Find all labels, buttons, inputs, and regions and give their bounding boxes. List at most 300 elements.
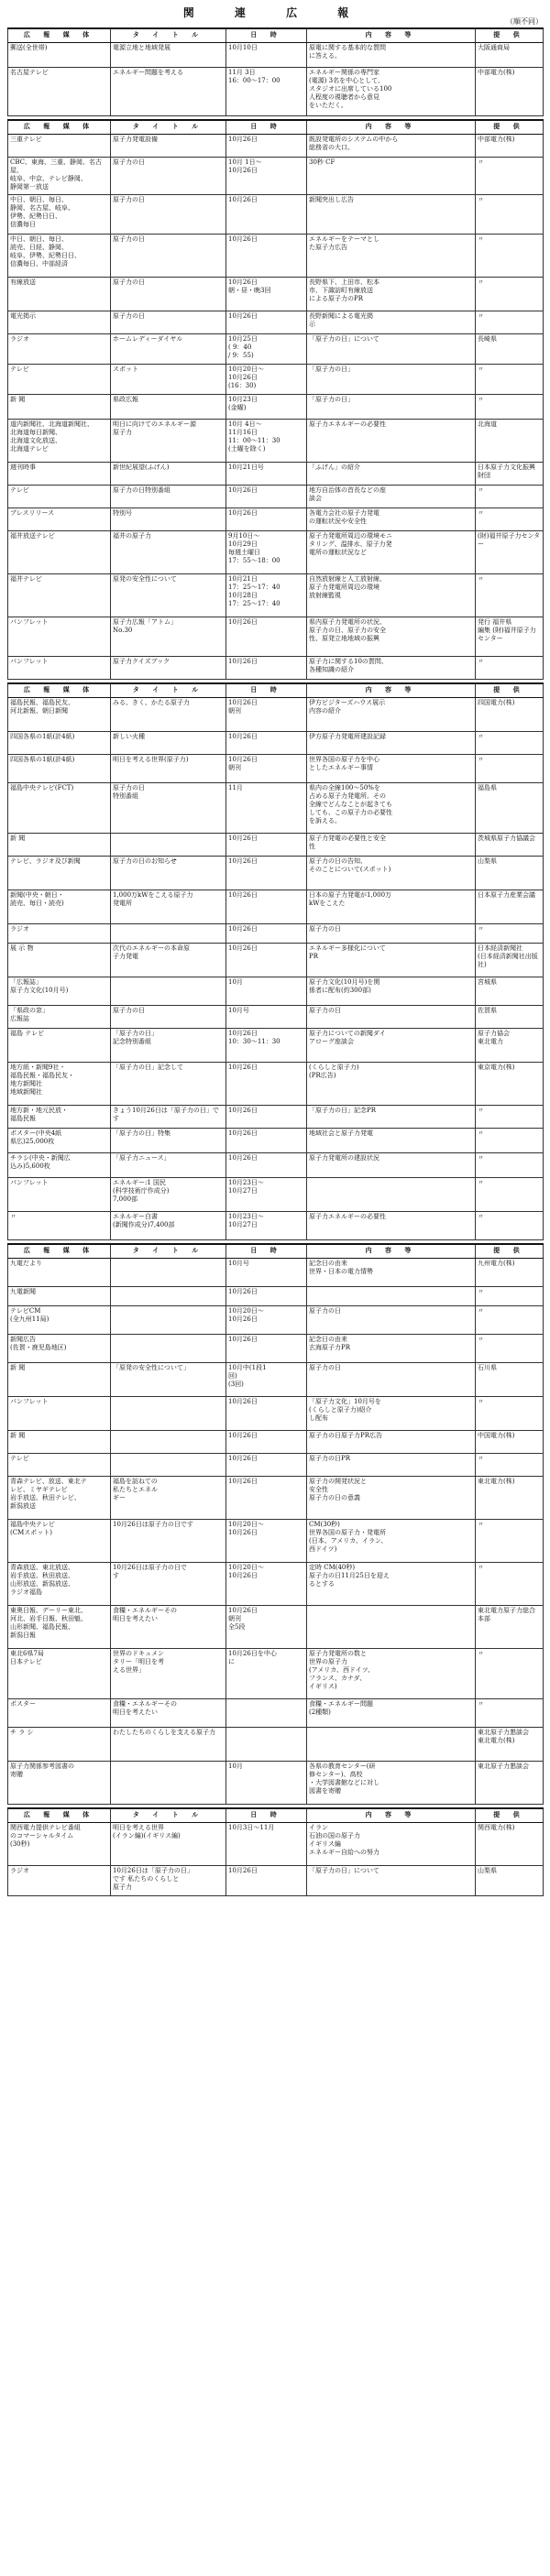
- cell-content: [307, 1606, 476, 1649]
- cell-title: [111, 924, 226, 944]
- table-row: [8, 1477, 544, 1520]
- table-row: [8, 463, 544, 486]
- cell-date: 10月26日を中心 に: [226, 1649, 307, 1699]
- cell-date: 10月26日: [226, 1477, 307, 1520]
- table-row: [8, 68, 544, 116]
- table-row: [8, 486, 544, 508]
- header-date: 日 時: [226, 683, 307, 698]
- cell-content: 定時 CM(40秒) 原子力の日11月25日を迎え るとする: [307, 1563, 476, 1606]
- header-title: タ イ ト ル: [111, 1244, 226, 1259]
- table-row: [8, 1129, 544, 1153]
- pr-table: [7, 27, 544, 1896]
- cell-content: 世界各国の原子力を中心 としたエネルギー事情: [307, 755, 476, 783]
- cell-content: 原子力発電所の数と 世界の原子力 (アメリカ、西ドイツ、 フランス、カナダ、 イギリス): [307, 1649, 476, 1699]
- cell-title: 福井の原子力: [111, 531, 226, 574]
- page-title: 関 連 広 報: [182, 6, 368, 19]
- table-row: [8, 531, 544, 574]
- cell-title: 原子力の日: [111, 278, 226, 311]
- cell-title: [111, 1259, 226, 1287]
- cell-title: 原子力の日 特別番組: [111, 783, 226, 834]
- cell-content: エネルギー多様化について PR: [307, 944, 476, 977]
- table-row: [8, 135, 544, 158]
- cell-title: [111, 834, 226, 857]
- cell-date: 10月26日: [226, 486, 307, 508]
- table-row: [8, 1606, 544, 1649]
- cell-title: 明日に向けてのエネルギー源 原子力: [111, 420, 226, 463]
- table-row: [8, 834, 544, 857]
- cell-provider: 山梨県: [476, 857, 544, 890]
- cell-date: 10月26日: [226, 924, 307, 944]
- table-row: [8, 508, 544, 531]
- table-row: [8, 1649, 544, 1699]
- cell-date: 10月26日: [226, 1431, 307, 1454]
- cell-date: 10月20日～ 10月26日: [226, 1520, 307, 1563]
- table-row: [8, 1728, 544, 1762]
- header-content: 内 容 等: [307, 120, 476, 135]
- table-row: [8, 1699, 544, 1728]
- cell-date: 10月26日: [226, 135, 307, 158]
- cell-date: 10月23日 (金曜): [226, 395, 307, 420]
- table-row: [8, 857, 544, 890]
- cell-date: 10月26日: [226, 1454, 307, 1477]
- cell-provider: 〃: [476, 1699, 544, 1728]
- header-provider: 提 供: [476, 1244, 544, 1259]
- cell-content: [307, 1728, 476, 1762]
- cell-media: 九電だより: [8, 1259, 111, 1287]
- cell-date: 10月 4日～ 11月16日 11：00～11：30 (土曜を除く): [226, 420, 307, 463]
- header-content: 内 容 等: [307, 1808, 476, 1823]
- cell-title: 10月26日は原子力の日です: [111, 1520, 226, 1563]
- cell-title: [111, 1397, 226, 1431]
- cell-media: 「広報誌」 原子力文化(10月号): [8, 977, 111, 1006]
- cell-provider: 東北電力(株): [476, 1477, 544, 1520]
- table-row: [8, 235, 544, 278]
- cell-title: ホームレディーダイヤル: [111, 334, 226, 365]
- cell-date: 9月10日～ 10月29日 毎週土曜日 17：55～18：00: [226, 531, 307, 574]
- cell-provider: 山梨県: [476, 1866, 544, 1896]
- cell-title: 原子力の日のお知らせ: [111, 857, 226, 890]
- pr-table-container: [7, 27, 543, 1896]
- header-media: 広 報 媒 体: [8, 120, 111, 135]
- cell-date: 10月26日: [226, 508, 307, 531]
- table-row: [8, 977, 544, 1006]
- cell-date: 10月26日: [226, 1129, 307, 1153]
- cell-provider: 〃: [476, 1212, 544, 1240]
- header-media: 広 報 媒 体: [8, 683, 111, 698]
- cell-media: 福井放送テレビ: [8, 531, 111, 574]
- cell-content: 地方自治体の首長などの座 談会: [307, 486, 476, 508]
- table-row: [8, 278, 544, 311]
- cell-provider: 大阪通商局: [476, 43, 544, 68]
- cell-provider: 〃: [476, 574, 544, 617]
- cell-media: 郵送(全世帯): [8, 43, 111, 68]
- cell-date: 10月23日～ 10月27日: [226, 1178, 307, 1212]
- cell-content: 「原子力文化」10月号を (くらしと原子力)紹介 し配布: [307, 1397, 476, 1431]
- table-row: [8, 924, 544, 944]
- cell-content: 原子力発電の必要性と安全 性: [307, 834, 476, 857]
- table-row: [8, 755, 544, 783]
- cell-provider: 原子力協会 東北電力: [476, 1029, 544, 1063]
- cell-content: (くらしと原子力) (PR広告): [307, 1063, 476, 1106]
- cell-media: テレビ: [8, 365, 111, 395]
- cell-provider: 〃: [476, 657, 544, 680]
- cell-content: 各県の教育センター(研 修センター)、高校 ・大学図書館などに対し 図書を寄贈: [307, 1762, 476, 1805]
- cell-media: 福井テレビ: [8, 574, 111, 617]
- cell-content: 「原子力の日」について: [307, 334, 476, 365]
- cell-content: [307, 1178, 476, 1212]
- cell-date: 10月26日: [226, 1106, 307, 1129]
- cell-date: 10月21日 17：25～17：40 10月28日 17：25～17：40: [226, 574, 307, 617]
- cell-content: CM(30秒) 世界各国の原子力・発電所 (日本、アメリカ、イラン、 西ドイツ): [307, 1520, 476, 1563]
- cell-content: 「原子力の日」について: [307, 1866, 476, 1896]
- cell-provider: 〃: [476, 395, 544, 420]
- cell-media: 地方新・地元民放・ 福島民報: [8, 1106, 111, 1129]
- cell-content: 食糧・エネルギー問題 (2種類): [307, 1699, 476, 1728]
- cell-media: 新聞(中央・朝日・ 読売、毎日・読売): [8, 890, 111, 924]
- cell-content: 県内の全線100～50%を 占める原子力発電所。その 全線でどんなことが起きても しても、この原子力の必要性 を訴える。: [307, 783, 476, 834]
- cell-title: 原子力の日: [111, 195, 226, 235]
- cell-title: わたしたちのくらしを支える原子力: [111, 1728, 226, 1762]
- cell-date: [226, 1728, 307, 1762]
- cell-title: みる、きく、かたる原子力: [111, 698, 226, 732]
- cell-date: 10月26日 10：30～11：30: [226, 1029, 307, 1063]
- cell-media: 中日、朝日、毎日、 静岡、名古屋、岐阜、 伊勢、紀勢日日、 信濃毎日: [8, 195, 111, 235]
- cell-provider: 福島県: [476, 783, 544, 834]
- cell-media: 青森テレビ、放送、東北テ レビ、ミヤギテレビ 岩手放送、秋田テレビ、 新潟放送: [8, 1477, 111, 1520]
- cell-media: 福島中央テレビ (CMスポット): [8, 1520, 111, 1563]
- cell-date: 10月3日～11月: [226, 1823, 307, 1866]
- header-date: 日 時: [226, 28, 307, 43]
- cell-content: 原子力の日: [307, 1363, 476, 1397]
- table-row: [8, 574, 544, 617]
- table-header-row: [8, 1808, 544, 1823]
- cell-date: 10月: [226, 1762, 307, 1805]
- cell-provider: 〃: [476, 311, 544, 334]
- cell-content: 「原子力の日」: [307, 395, 476, 420]
- table-row: [8, 1106, 544, 1129]
- table-row: [8, 698, 544, 732]
- cell-provider: 石川県: [476, 1363, 544, 1397]
- cell-date: 10月26日 朝刊 全5段: [226, 1606, 307, 1649]
- header-title: タ イ ト ル: [111, 120, 226, 135]
- cell-date: 10月20日～ 10月26日 (16：30): [226, 365, 307, 395]
- cell-media: 新 聞: [8, 395, 111, 420]
- cell-title: [111, 1335, 226, 1363]
- header-provider: 提 供: [476, 120, 544, 135]
- cell-provider: 〃: [476, 1153, 544, 1178]
- header-title: タ イ ト ル: [111, 1808, 226, 1823]
- table-row: [8, 195, 544, 235]
- table-row: [8, 1454, 544, 1477]
- table-row: [8, 420, 544, 463]
- cell-date: 10月26日: [226, 235, 307, 278]
- cell-provider: 佐賀県: [476, 1006, 544, 1029]
- cell-content: 自然放射線と人工放射線、 原子力発電所周辺の環境 放射線監視: [307, 574, 476, 617]
- cell-media: チ ラ シ: [8, 1728, 111, 1762]
- table-row: [8, 1063, 544, 1106]
- table-row: [8, 1431, 544, 1454]
- table-row: [8, 1029, 544, 1063]
- header-date: 日 時: [226, 1244, 307, 1259]
- table-row: [8, 1335, 544, 1363]
- cell-content: 伊方原子力発電所建設記録: [307, 732, 476, 755]
- cell-title: 10月26日は「原子力の日」 です 私たちのくらしと 原子力: [111, 1866, 226, 1896]
- cell-provider: 宮城県: [476, 977, 544, 1006]
- cell-provider: 〃: [476, 195, 544, 235]
- cell-provider: 茨城県原子力協議会: [476, 834, 544, 857]
- table-row: [8, 783, 544, 834]
- cell-provider: 〃: [476, 1106, 544, 1129]
- cell-content: 原子力に関する10の質問、 各種知識の紹介: [307, 657, 476, 680]
- cell-provider: 〃: [476, 1178, 544, 1212]
- header-content: 内 容 等: [307, 28, 476, 43]
- cell-content: 原子力発電所周辺の環境モニ タリング、温排水、原子力発 電所の運転状況など: [307, 531, 476, 574]
- cell-provider: 〃: [476, 508, 544, 531]
- cell-title: 電源立地と地域発展: [111, 43, 226, 68]
- cell-media: 「県政の窓」 広報誌: [8, 1006, 111, 1029]
- cell-title: 食糧・エネルギーその 明日を考えたい: [111, 1606, 226, 1649]
- cell-content: 原子力の日: [307, 1306, 476, 1335]
- table-row: [8, 311, 544, 334]
- cell-media: チラシ(中央・新聞広 込み)5,600枚: [8, 1153, 111, 1178]
- table-row: [8, 1397, 544, 1431]
- cell-date: 10月23日～ 10月27日: [226, 1212, 307, 1240]
- table-row: [8, 43, 544, 68]
- cell-date: 10月26日: [226, 1287, 307, 1306]
- cell-provider: 〃: [476, 1335, 544, 1363]
- cell-provider: 四国電力(株): [476, 698, 544, 732]
- cell-media: テレビ: [8, 486, 111, 508]
- header-date: 日 時: [226, 120, 307, 135]
- table-header-row: [8, 28, 544, 43]
- table-row: [8, 1563, 544, 1606]
- cell-date: 10月: [226, 977, 307, 1006]
- cell-media: 青森放送、東北放送、 岩手放送、秋田放送、 山形放送、新潟放送、 ラジオ福島: [8, 1563, 111, 1606]
- cell-provider: 日本原子力産業会議: [476, 890, 544, 924]
- cell-date: 11月 3日 16：00～17：00: [226, 68, 307, 116]
- cell-media: 電光掲示: [8, 311, 111, 334]
- cell-content: 「ふげん」の紹介: [307, 463, 476, 486]
- cell-content: 地域社会と原子力発電: [307, 1129, 476, 1153]
- cell-title: 1,000万kWをこえる原子力 発電所: [111, 890, 226, 924]
- cell-title: 明日を考える世界 (イラン編)(イギリス編): [111, 1823, 226, 1866]
- table-row: [8, 1762, 544, 1805]
- cell-date: 10月26日: [226, 834, 307, 857]
- cell-content: 原子力についての新聞ダイ アローグ座談会: [307, 1029, 476, 1063]
- cell-media: プレスリリース: [8, 508, 111, 531]
- cell-provider: 〃: [476, 365, 544, 395]
- cell-title: [111, 1287, 226, 1306]
- cell-media: テレビ、ラジオ及び新聞: [8, 857, 111, 890]
- cell-title: [111, 1306, 226, 1335]
- cell-provider: 〃: [476, 158, 544, 195]
- table-row: [8, 1287, 544, 1306]
- cell-provider: 東北原子力懇談会: [476, 1762, 544, 1805]
- cell-date: 10月10日: [226, 43, 307, 68]
- cell-content: 原子力発電所の建設状況: [307, 1153, 476, 1178]
- cell-media: 原子力関係参考図書の 寄贈: [8, 1762, 111, 1805]
- cell-content: 原子力文化(10月号)を関 係者に配布(約300部): [307, 977, 476, 1006]
- cell-provider: 〃: [476, 486, 544, 508]
- cell-provider: 〃: [476, 1454, 544, 1477]
- cell-title: 「原子力の日」記念して: [111, 1063, 226, 1106]
- unit-note: （順不同）: [506, 17, 543, 26]
- cell-media: パンフレット: [8, 1178, 111, 1212]
- cell-date: 10月26日 朝・昼・晩3回: [226, 278, 307, 311]
- cell-content: 原子力エネルギーの必要性: [307, 420, 476, 463]
- cell-provider: 〃: [476, 1129, 544, 1153]
- cell-content: 日本の原子力発電が1,000万 kWをこえた: [307, 890, 476, 924]
- header-provider: 提 供: [476, 1808, 544, 1823]
- cell-title: 世界のドキュメン タリー「明日を考 える世界」: [111, 1649, 226, 1699]
- cell-media: 道内新聞社、北海道新聞社、 北海道毎日新聞、 北海道文化放送、 北海道テレビ: [8, 420, 111, 463]
- cell-provider: 中国電力(株): [476, 1431, 544, 1454]
- cell-content: 長野県下、上田市、松本 市、下諏訪町有線放送 による原子力のPR: [307, 278, 476, 311]
- cell-title: 原子力の日: [111, 158, 226, 195]
- table-header-row: [8, 1244, 544, 1259]
- header-provider: 提 供: [476, 683, 544, 698]
- cell-title: 「原子力の日」 記念特別番組: [111, 1029, 226, 1063]
- cell-content: 「原子力の日」: [307, 365, 476, 395]
- cell-media: 東奥日報、デーリー東北、 河北、岩手日報、秋田魁、 山形新聞、福島民報、 新潟日報: [8, 1606, 111, 1649]
- cell-title: 特別号: [111, 508, 226, 531]
- cell-content: エネルギーをテーマとし た原子力広告: [307, 235, 476, 278]
- cell-content: [307, 1287, 476, 1306]
- cell-media: パンフレット: [8, 617, 111, 657]
- cell-title: [111, 1431, 226, 1454]
- cell-date: 10月26日: [226, 1866, 307, 1896]
- cell-media: 地方紙・新聞9社・ 福島民報・福島民友・ 地方新聞社 地域新聞社: [8, 1063, 111, 1106]
- cell-date: 10月26日: [226, 1397, 307, 1431]
- cell-date: 10月号: [226, 1006, 307, 1029]
- cell-date: 10月26日: [226, 311, 307, 334]
- cell-title: 原子力クイズブック: [111, 657, 226, 680]
- cell-date: 10月26日 朝刊: [226, 698, 307, 732]
- cell-date: 10月21日号: [226, 463, 307, 486]
- cell-media: 週刊時事: [8, 463, 111, 486]
- table-row: [8, 732, 544, 755]
- cell-provider: 〃: [476, 1306, 544, 1335]
- cell-title: [111, 1454, 226, 1477]
- cell-provider: 〃: [476, 235, 544, 278]
- cell-title: 10月26日は原子力の日で す: [111, 1563, 226, 1606]
- cell-provider: 〃: [476, 278, 544, 311]
- cell-content: 記念日の由来 世界・日本の電力情勢: [307, 1259, 476, 1287]
- cell-content: 原子力の日の告知、 そのことについて(スポット): [307, 857, 476, 890]
- cell-title: エネルギー白書 (新聞作成分)7,400部: [111, 1212, 226, 1240]
- table-header-row: [8, 683, 544, 698]
- cell-date: 10月26日: [226, 732, 307, 755]
- cell-title: 原子力の日: [111, 235, 226, 278]
- cell-date: 10月中(1段1 回) (3回): [226, 1363, 307, 1397]
- cell-provider: 中部電力(株): [476, 135, 544, 158]
- cell-provider: 〃: [476, 1649, 544, 1699]
- cell-media: ポスター: [8, 1699, 111, 1728]
- cell-title: 「原子力の日」特集: [111, 1129, 226, 1153]
- cell-date: 10月26日: [226, 857, 307, 890]
- cell-provider: 〃: [476, 1563, 544, 1606]
- cell-provider: 発行 福井県 編集 (財)福井原子力センター: [476, 617, 544, 657]
- cell-media: CBC、東海、三重、静岡、名古屋、 岐阜、中京、テレビ静岡、 静岡第一放送: [8, 158, 111, 195]
- cell-content: 原子力の日: [307, 924, 476, 944]
- cell-media: 展 示 物: [8, 944, 111, 977]
- cell-provider: 九州電力(株): [476, 1259, 544, 1287]
- cell-provider: 日本原子力文化振興財団: [476, 463, 544, 486]
- cell-media: ラジオ: [8, 924, 111, 944]
- table-row: [8, 1823, 544, 1866]
- cell-media: パンフレット: [8, 1397, 111, 1431]
- table-row: [8, 1520, 544, 1563]
- cell-provider: 北海道: [476, 420, 544, 463]
- cell-title: 食糧・エネルギーその 明日を考えたい: [111, 1699, 226, 1728]
- table-row: [8, 395, 544, 420]
- cell-content: 原子力エネルギーの必要性: [307, 1212, 476, 1240]
- cell-media: ラジオ: [8, 334, 111, 365]
- cell-provider: 東北原子力懇談会 東北電力(株): [476, 1728, 544, 1762]
- cell-title: エネルギー問題を考える: [111, 68, 226, 116]
- cell-title: 「原発の安全性について」: [111, 1363, 226, 1397]
- cell-content: 原子力の日: [307, 1006, 476, 1029]
- cell-title: 県政広報: [111, 395, 226, 420]
- cell-media: 三重テレビ: [8, 135, 111, 158]
- cell-media: 新 聞: [8, 1431, 111, 1454]
- cell-content: エネルギー関係の専門家 (電源) 3名を中心として、 スタジオに出席している100 人程度の視聴者から意見 をいただく。: [307, 68, 476, 116]
- header-date: 日 時: [226, 1808, 307, 1823]
- table-row: [8, 1363, 544, 1397]
- cell-media: ラジオ: [8, 1866, 111, 1896]
- header-title: タ イ ト ル: [111, 683, 226, 698]
- cell-provider: 関西電力(株): [476, 1823, 544, 1866]
- cell-content: 原子力の日原子力PR広告: [307, 1431, 476, 1454]
- cell-provider: 〃: [476, 924, 544, 944]
- cell-date: [226, 1699, 307, 1728]
- cell-title: [111, 1762, 226, 1805]
- table-row: [8, 617, 544, 657]
- cell-content: 原子力の開発状況と 安全性 原子力の日の意義: [307, 1477, 476, 1520]
- cell-date: 10月26日 朝刊: [226, 755, 307, 783]
- cell-title: スポット: [111, 365, 226, 395]
- cell-title: 新世紀展望(ふげん): [111, 463, 226, 486]
- cell-date: 10月号: [226, 1259, 307, 1287]
- cell-content: 原電に関する基本的な質問 に答える。: [307, 43, 476, 68]
- cell-date: 10月 1日～ 10月26日: [226, 158, 307, 195]
- header-content: 内 容 等: [307, 683, 476, 698]
- cell-date: 10月25日 ( 9：40 / 9：55): [226, 334, 307, 365]
- cell-media: 東北6県7局 日本テレビ: [8, 1649, 111, 1699]
- cell-provider: 〃: [476, 1287, 544, 1306]
- cell-date: 10月26日: [226, 944, 307, 977]
- cell-content: 新聞突出し広告: [307, 195, 476, 235]
- cell-title: 原子力発電設備: [111, 135, 226, 158]
- cell-media: 名古屋テレビ: [8, 68, 111, 116]
- table-row: [8, 334, 544, 365]
- table-row: [8, 1259, 544, 1287]
- cell-title: エネルギー:1 国民 (科学技術庁作成分) 7,000部: [111, 1178, 226, 1212]
- cell-provider: 日本経済新聞社 (日本経済新聞社出版社): [476, 944, 544, 977]
- cell-provider: 長崎県: [476, 334, 544, 365]
- cell-provider: 東京電力(株): [476, 1063, 544, 1106]
- cell-content: 県内原子力発電所の状況、 原子力の日、原子力の安全 性、原発立地地域の振興: [307, 617, 476, 657]
- cell-media: 福島中央テレビ(FCT): [8, 783, 111, 834]
- cell-content: 「原子力の日」記念PR: [307, 1106, 476, 1129]
- table-row: [8, 1866, 544, 1896]
- cell-media: 新 聞: [8, 834, 111, 857]
- cell-content: 長野新聞による電光掲 示: [307, 311, 476, 334]
- cell-title: [111, 977, 226, 1006]
- cell-content: 30秒 CF: [307, 158, 476, 195]
- header-media: 広 報 媒 体: [8, 28, 111, 43]
- cell-media: 福島 テレビ: [8, 1029, 111, 1063]
